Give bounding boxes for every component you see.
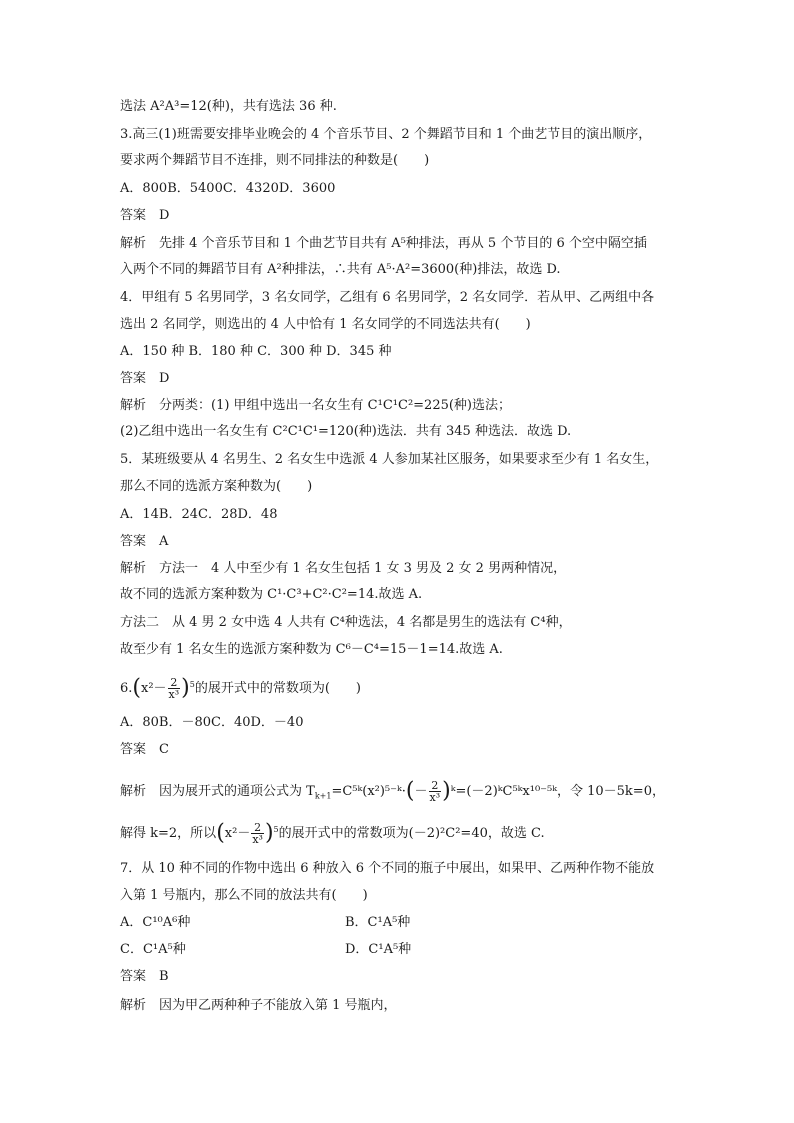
formula-text: 的展开式中的常数项为(－2)²C²=40，故选 C.	[278, 826, 545, 841]
expression-base: x²－	[224, 826, 251, 841]
fraction-denominator: x³	[429, 791, 441, 804]
question-4-stem: 4．甲组有 5 名男同学，3 名女同学，乙组有 6 名男同学，2 名女同学．若从甲、乙两组中各	[120, 290, 655, 305]
question-7-stem: 7．从 10 种不同的作物中选出 6 种放入 6 个不同的瓶子中展出，如果甲、乙两种作物不能放	[120, 861, 655, 876]
close-paren: )	[181, 675, 190, 701]
formula-text: ᵏ=(－2)ᵏC⁵ᵏx¹⁰⁻⁵ᵏ，令 10－5k=0，	[450, 784, 665, 799]
expression-base: x²－	[141, 681, 167, 696]
fraction	[251, 822, 264, 845]
question-5-stem-cont: 那么不同的选派方案种数为( )	[120, 479, 313, 494]
question-7-option-a: A．C¹⁰A⁶种	[120, 915, 191, 930]
analysis-text: 解得 k=2，所以	[120, 826, 217, 841]
exponent: 5	[273, 825, 279, 834]
open-paren: (	[216, 820, 225, 846]
subscript: k+1	[314, 791, 332, 801]
fraction-numerator: 2	[251, 822, 264, 834]
question-number: 6.	[120, 681, 133, 696]
analysis-formula	[120, 822, 680, 845]
question-6-options: A．80B．－80C．40D．－40	[120, 715, 304, 730]
text-line: 选法 A²A³=12(种)，共有选法 36 种.	[120, 99, 337, 114]
fraction-denominator: x³	[252, 833, 263, 846]
fraction-numerator: 2	[168, 677, 181, 689]
analysis-text: 解析 方法一 4 人中至少有 1 名女生包括 1 女 3 男及 2 女 2 男两种情况，	[120, 561, 567, 576]
question-7-option-b: B．C¹A⁵种	[345, 915, 411, 930]
exponent: 5	[189, 680, 195, 689]
question-6-stem	[120, 677, 680, 700]
analysis-text: 故不同的选派方案种数为 C¹·C³+C²·C²=14.故选 A.	[120, 587, 423, 602]
analysis-text: 解析 因为甲乙两种种子不能放入第 1 号瓶内，	[120, 998, 397, 1013]
question-3-options: A．800B．5400C．4320D．3600	[120, 181, 336, 196]
fraction-denominator: x³	[168, 688, 180, 701]
analysis-text: 解析 分两类：(1) 甲组中选出一名女生有 C¹C¹C²=225(种)选法；	[120, 398, 512, 413]
answer-label: 答案 B	[120, 969, 169, 984]
answer-label: 答案 C	[120, 742, 169, 757]
answer-label: 答案 D	[120, 371, 170, 386]
fraction	[429, 780, 442, 803]
open-paren: (	[132, 675, 141, 701]
analysis-text: 故至少有 1 名女生的选派方案种数为 C⁶－C⁴=15－1=14.故选 A.	[120, 642, 503, 657]
question-7-option-c: C．C¹A⁵种	[120, 942, 186, 957]
question-7-stem-cont: 入第 1 号瓶内，那么不同的放法共有( )	[120, 888, 368, 903]
close-paren: )	[264, 820, 274, 846]
question-4-options: A．150 种 B．180 种 C．300 种 D．345 种	[120, 344, 392, 359]
formula-text: =C⁵ᵏ(x²)⁵⁻ᵏ·	[331, 784, 406, 799]
question-7-option-d: D．C¹A⁵种	[345, 942, 412, 957]
analysis-formula: 解析 因为展开式的通项公式为 $T_{k+1}=C^5ᵏ(x^2)^{5-}ᵏ\cdot(-$ $\frac{2}{\text{x³}}$ )ᵏ=(－2)ᵏC⁵ᵏx¹⁰⁻⁵ᵏ，令 10－5k=0，	[120, 778, 665, 804]
answer-label: 答案 A	[120, 534, 169, 549]
question-6-text: 的展开式中的常数项为( )	[194, 681, 362, 696]
analysis-text: 方法二 从 4 男 2 女中选 4 人共有 C⁴种选法，4 名都是男生的选法有 C⁴种，	[120, 615, 572, 630]
fraction-numerator: 2	[429, 780, 442, 792]
question-4-stem-cont: 选出 2 名同学，则选出的 4 人中恰有 1 名女同学的不同选法共有( )	[120, 317, 531, 332]
fraction	[168, 677, 181, 700]
answer-label: 答案 D	[120, 208, 170, 223]
question-5-options: A．14B．24C．28D．48	[120, 507, 278, 522]
close-paren: )	[442, 778, 451, 804]
open-paren: (	[405, 778, 415, 804]
analysis-text: (2)乙组中选出一名女生有 C²C¹C¹=120(种)选法．共有 345 种选法．故选 D.	[120, 424, 572, 439]
analysis-text: 解析 因为展开式的通项公式为 T	[120, 784, 315, 799]
analysis-text: 解析 先排 4 个音乐节目和 1 个曲艺节目共有 A⁵种排法，再从 5 个节目的 6 个空中隔空插	[120, 236, 647, 251]
question-3-stem: 3.高三(1)班需要安排毕业晚会的 4 个音乐节目、2 个舞蹈节目和 1 个曲艺节目的演出顺序，	[120, 127, 652, 142]
analysis-text: 入两个不同的舞蹈节目有 A²种排法，∴共有 A⁵·A²=3600(种)排法，故选 D.	[120, 262, 561, 277]
question-5-stem: 5．某班级要从 4 名男生、2 名女生中选派 4 人参加某社区服务，如果要求至少有 1 名女生，	[120, 452, 659, 467]
question-3-stem-cont: 要求两个舞蹈节目不连排，则不同排法的种数是( )	[120, 153, 430, 168]
